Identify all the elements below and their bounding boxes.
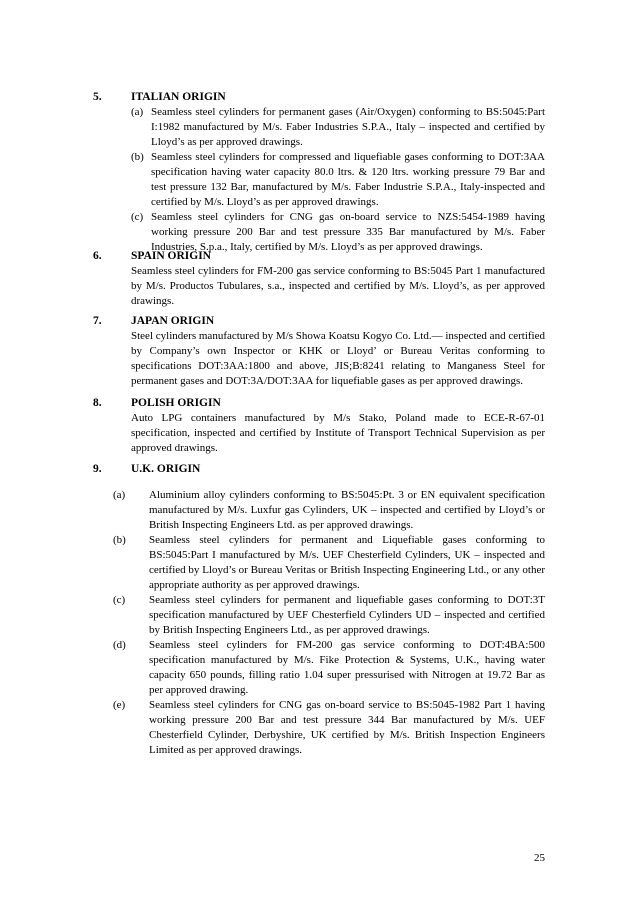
list-item [93, 593, 545, 638]
uk-origin-list [93, 488, 545, 758]
item-label: (b) [131, 151, 144, 163]
list-item [93, 698, 545, 758]
item-label: (a) [113, 489, 126, 501]
item-text: Seamless steel cylinders for CNG gas on-board service to BS:5045-1982 Part 1 having working pressure 200 Bar and test pressure 344 Bar manufactured by M/s. UEF Chesterfield Cylinder, Derbyshire, UK certified by M/s. British Inspection Engineers Limited as per approved drawings. [149, 699, 545, 756]
item-label: (c) [113, 594, 126, 606]
list-item [93, 533, 545, 593]
section-title: POLISH ORIGIN [131, 397, 221, 409]
item-text: Aluminium alloy cylinders conforming to BS:5045:Pt. 3 or EN equivalent specification manufactured by M/s. Luxfur gas Cylinders, UK – inspected and certified by Lloyd’s or British Inspecting Engineers Ltd. as per approved drawings. [149, 489, 545, 531]
section-title: SPAIN ORIGIN [131, 250, 211, 262]
item-text: Seamless steel cylinders for CNG gas on-board service to NZS:5454-1989 having working pressure 200 Bar and test pressure 335 Bar manufactured by M/s. Faber Industries, S.p.a., Italy, certified by M/s. Lloyd’s as per approved drawings. [151, 211, 545, 253]
item-label: (c) [131, 211, 144, 223]
list-item [131, 150, 545, 210]
list-item [93, 638, 545, 698]
section-list [131, 105, 545, 255]
section-text: Seamless steel cylinders for FM-200 gas service conforming to BS:5045 Part 1 manufactured by M/s. Productos Tubulares, s.a., inspected and certified by M/s. Lloyd’s, as per approved drawings. [131, 265, 545, 307]
item-text: Seamless steel cylinders for permanent gases (Air/Oxygen) conforming to BS:5045:Part I:1982 manufactured by M/s. Faber Industries S.P.A., Italy – inspected and certified by Lloyd’s as per approved drawings. [151, 106, 545, 148]
item-label: (e) [113, 699, 126, 711]
item-label: (b) [113, 534, 126, 546]
list-item [93, 488, 545, 533]
item-text: Seamless steel cylinders for permanent and liquefiable gases conforming to DOT:3T specification manufactured by UEF Chesterfield Cylinders UD – inspected and certified by British Inspecting Engineers Ltd., as per approved drawings. [149, 594, 545, 636]
section-title: ITALIAN ORIGIN [131, 91, 226, 103]
item-text: Seamless steel cylinders for permanent and Liquefiable gases conforming to BS:5045:Part I manufactured by M/s. UEF Chesterfield Cylinders, UK – inspected and certified by Lloyd’s or Bureau Veritas or British Inspecting Engineering Ltd., or any other appropriate authority as per approved drawings. [149, 534, 545, 591]
item-label: (d) [113, 639, 126, 651]
section-number: 9. [93, 463, 102, 475]
item-text: Seamless steel cylinders for compressed and liquefiable gases conforming to DOT:3AA specification having water capacity 80.0 ltrs. & 120 ltrs. working pressure 79 Bar and test pressure 132 Bar, manufactured by M/s. Faber Industrie S.P.A., Italy-inspected and certified by M/s. Lloyd’s as per approved drawings. [151, 151, 545, 208]
section-number: 7. [93, 315, 102, 327]
section-number: 8. [93, 397, 102, 409]
section-number: 6. [93, 250, 102, 262]
section-title: U.K. ORIGIN [131, 463, 201, 475]
list-item [131, 105, 545, 150]
page-number: 25 [534, 852, 545, 864]
section-title: JAPAN ORIGIN [131, 315, 215, 327]
section-number: 5. [93, 91, 102, 103]
section-text: Auto LPG containers manufactured by M/s Stako, Poland made to ECE-R-67-01 specification, inspected and certified by Institute of Transport Technical Supervision as per approved drawings. [131, 412, 545, 454]
item-label: (a) [131, 106, 144, 118]
section-text: Steel cylinders manufactured by M/s Showa Koatsu Kogyo Co. Ltd.— inspected and certified by Company’s own Inspector or KHK or Lloyd’ or Bureau Veritas conforming to specifications DOT:3AA:1800 and above, JIS;B:8241 relating to Manganess Steel for permanent gases and DOT:3A/DOT:3AA for liquefiable gases as per approved drawings. [131, 330, 545, 387]
item-text: Seamless steel cylinders for FM-200 gas service conforming to DOT:4BA:500 specification manufactured by M/s. Fike Protection & Systems, U.K., having water capacity 650 pounds, filling ratio 1.04 super pressurised with Nitrogen at 19.72 Bar as per approved drawing. [149, 639, 545, 696]
